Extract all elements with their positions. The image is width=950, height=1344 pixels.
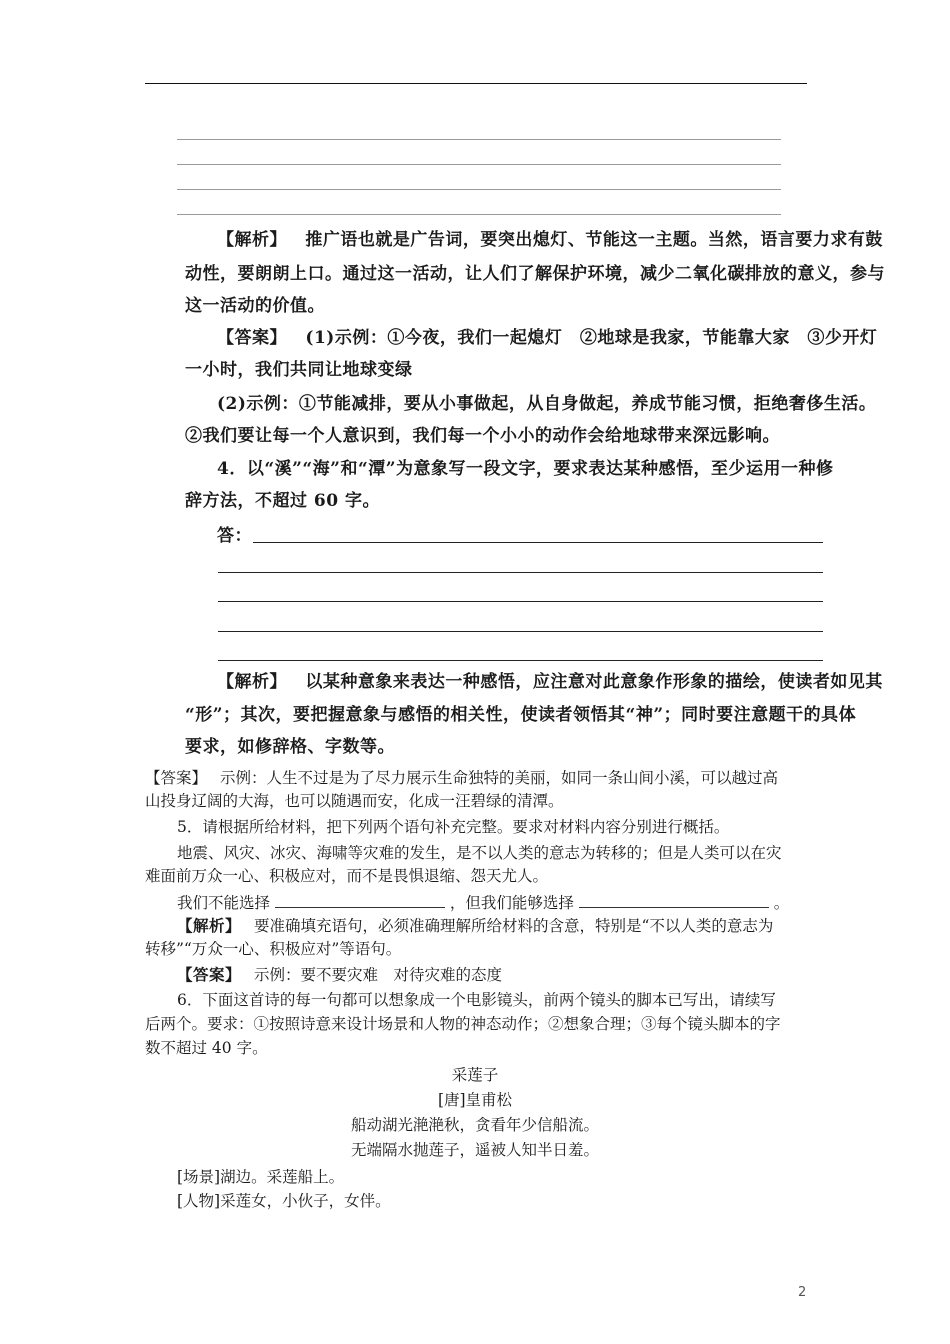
analysis-text: 这一活动的价值。 xyxy=(185,296,325,316)
analysis-paragraph xyxy=(217,232,883,249)
answer-paragraph xyxy=(217,330,877,347)
answer-text: 一小时，我们共同让地球变绿 xyxy=(185,360,413,380)
fill-text: 我们不能选择 xyxy=(177,894,271,912)
answer-writing-line[interactable] xyxy=(218,660,823,661)
analysis-text: 以某种意象来表达一种感悟，应注意对此意象作形象的描绘，使读者如见其 xyxy=(305,672,883,692)
blank-writing-line xyxy=(177,214,781,215)
fill-blank[interactable] xyxy=(275,893,445,908)
question-5-material: 难面前万众一心、积极应对，而不是畏惧退缩、怨天尤人。 xyxy=(145,867,549,885)
blank-writing-line xyxy=(177,189,781,190)
answer-tag: 【答案】 xyxy=(145,769,208,787)
poem-line: 船动湖光滟滟秋，贪看年少信船流。 xyxy=(350,1116,599,1134)
poem-author: [唐]皇甫松 xyxy=(437,1091,513,1109)
poem-title: 采莲子 xyxy=(451,1066,499,1084)
analysis-text: “形”；其次，要把握意象与感悟的相关性，使读者领悟其“神”；同时要注意题干的具体 xyxy=(185,705,857,725)
analysis-paragraph xyxy=(177,918,773,935)
answer-paragraph xyxy=(177,967,502,984)
answer-writing-line[interactable] xyxy=(218,601,823,602)
answer-writing-line[interactable] xyxy=(253,542,823,543)
analysis-paragraph xyxy=(217,674,883,691)
answer-paragraph xyxy=(145,771,778,787)
analysis-tag: 【解析】 xyxy=(217,672,287,692)
question-6-text: 后两个。要求：①按照诗意来设计场景和人物的神态动作；②想象合理；③每个镜头脚本的字 xyxy=(145,1015,781,1033)
question-6-text: 数不超过 40 字。 xyxy=(145,1039,268,1057)
analysis-tag: 【解析】 xyxy=(177,916,242,935)
answer-text: (2)示例：①节能减排，要从小事做起，从自身做起，养成节能习惯，拒绝奢侈生活。 xyxy=(217,394,877,414)
answer-tag: 【答案】 xyxy=(177,965,242,984)
question-4-text: 4．以“溪”“海”和“潭”为意象写一段文字，要求表达某种感悟，至少运用一种修 xyxy=(217,459,834,479)
answer-tag: 【答案】 xyxy=(217,328,287,348)
script-characters: [人物]采莲女，小伙子，女伴。 xyxy=(177,1192,391,1210)
analysis-text: 动性，要朗朗上口。通过这一活动，让人们了解保护环境，减少二氧化碳排放的意义，参与 xyxy=(185,264,885,284)
header-rule xyxy=(145,83,807,84)
question-4-text: 辞方法，不超过 60 字。 xyxy=(185,491,380,511)
analysis-text: 要准确填充语句，必须准确理解所给材料的含意，特别是“不以人类的意志为 xyxy=(253,917,774,935)
fill-sentence xyxy=(177,893,789,912)
question-5-text: 5．请根据所给材料，把下列两个语句补充完整。要求对材料内容分别进行概括。 xyxy=(177,818,730,836)
fill-text: ，但我们能够选择 xyxy=(449,894,574,912)
script-scene: [场景]湖边。采莲船上。 xyxy=(177,1168,345,1186)
blank-writing-line xyxy=(177,164,781,165)
answer-writing-line[interactable] xyxy=(218,572,823,573)
answer-writing-line[interactable] xyxy=(218,631,823,632)
answer-text: (1)示例：①今夜，我们一起熄灯 ②地球是我家，节能靠大家 ③少开灯 xyxy=(305,328,878,348)
answer-label: 答： xyxy=(217,526,252,546)
analysis-text: 推广语也就是广告词，要突出熄灯、节能这一主题。当然，语言要力求有鼓 xyxy=(305,230,883,250)
question-5-material: 地震、风灾、冰灾、海啸等灾难的发生，是不以人类的意志为转移的；但是人类可以在灾 xyxy=(177,844,782,862)
analysis-tag: 【解析】 xyxy=(217,230,287,250)
blank-writing-line xyxy=(177,139,781,140)
question-6-text: 6．下面这首诗的每一句都可以想象成一个电影镜头，前两个镜头的脚本已写出，请续写 xyxy=(177,991,776,1009)
fill-text: 。 xyxy=(773,894,790,912)
poem-line: 无端隔水抛莲子，遥被人知半日羞。 xyxy=(350,1141,599,1159)
analysis-text: 转移”“万众一心、积极应对”等语句。 xyxy=(145,940,402,958)
answer-text: 山投身辽阔的大海，也可以随遇而安，化成一汪碧绿的清潭。 xyxy=(145,792,564,810)
answer-text: 示例：要不要灾难 对待灾难的态度 xyxy=(253,966,502,984)
answer-text: 示例：人生不过是为了尽力展示生命独特的美丽，如同一条山间小溪，可以越过高 xyxy=(219,769,778,787)
answer-text: ②我们要让每一个人意识到，我们每一个小小的动作会给地球带来深远影响。 xyxy=(185,426,780,446)
analysis-text: 要求，如修辞格、字数等。 xyxy=(185,737,395,757)
fill-blank[interactable] xyxy=(579,893,769,908)
page-number: 2 xyxy=(798,1285,807,1300)
